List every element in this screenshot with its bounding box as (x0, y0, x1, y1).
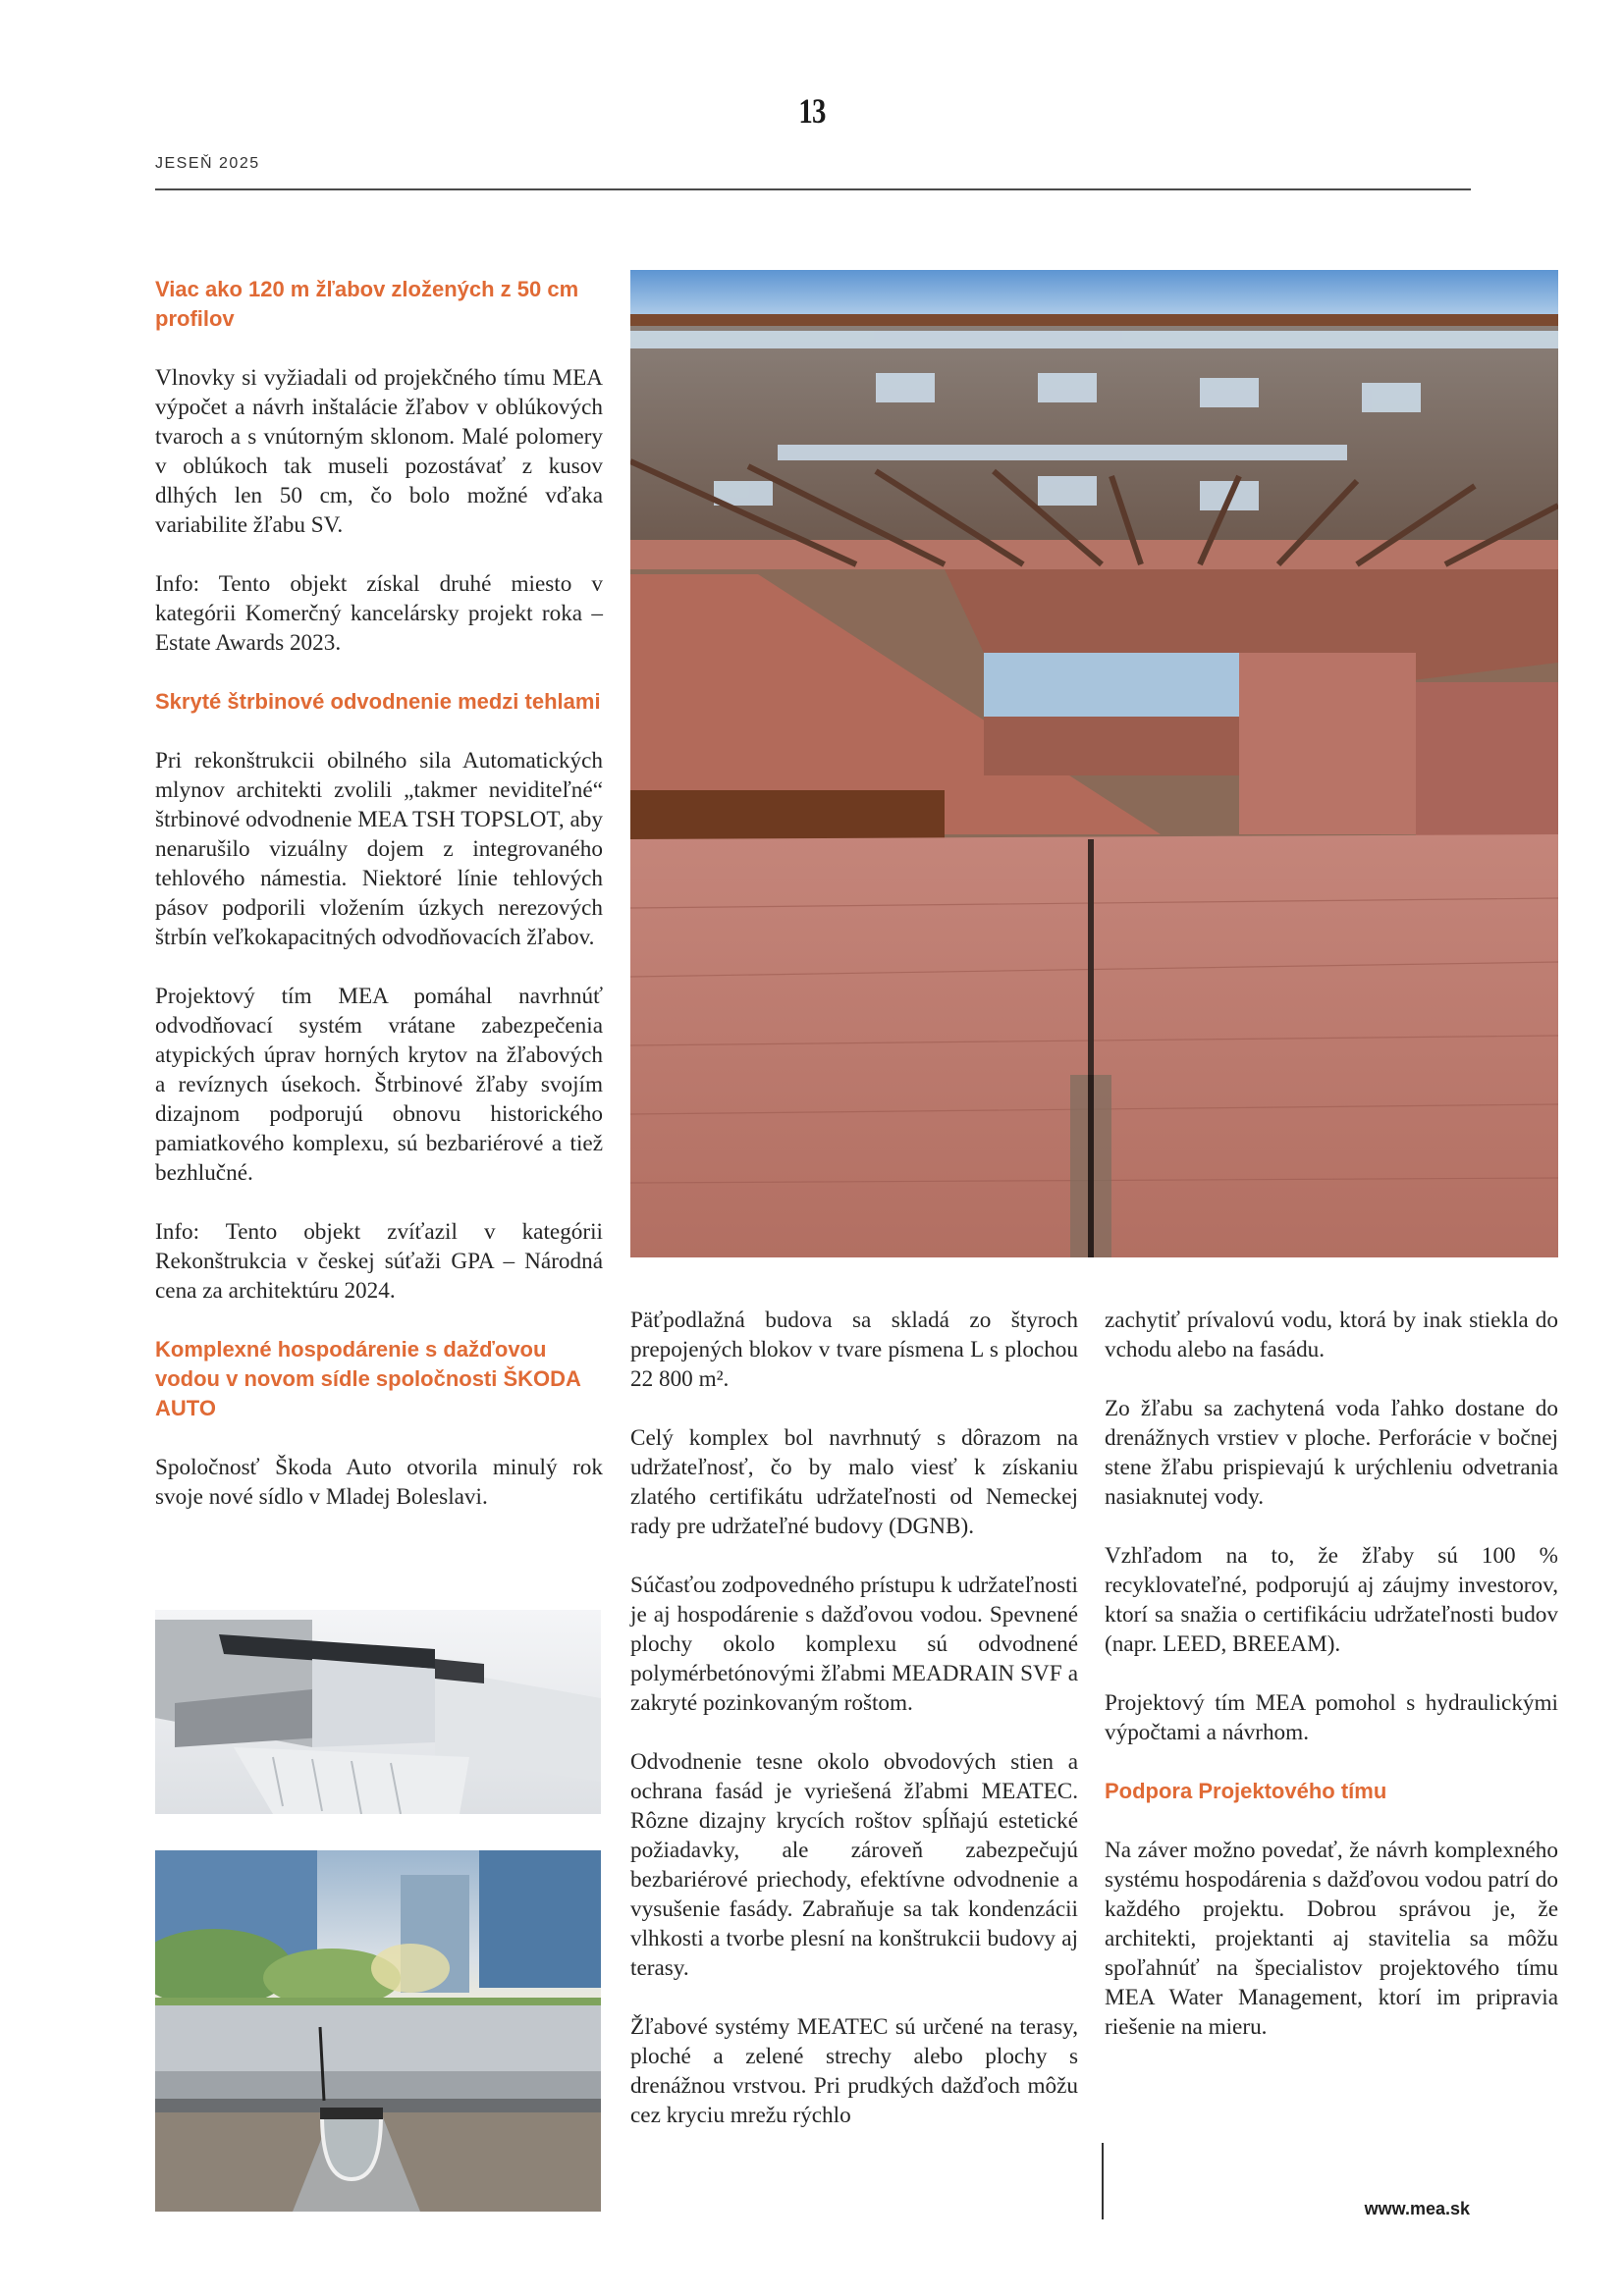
brick-plaza-illustration (630, 270, 1558, 1257)
section-heading-slot-drainage: Skryté štrbinové odvodnenie medzi tehlami (155, 689, 601, 714)
paragraph: Žľabové systémy MEATEC sú určené na terasy, ploché a zelené strechy alebo plochy s drenážnou vrstvou. Pri prudkých dažďoch môžu cez kryciu mrežu rýchlo (630, 2014, 1078, 2128)
drain-channel-illustration (155, 1610, 601, 1814)
right-column (1105, 1306, 1558, 2071)
info-paragraph: Info: Tento objekt zvíťazil v kategórii Rekonštrukcia v českej súťaži GPA – Národná cena za architektúru 2024. (155, 1219, 603, 1304)
issue-label: JESEŇ 2025 (155, 155, 260, 172)
paragraph: Vzhľadom na to, že žľaby sú 100 % recyklovateľné, podporujú aj záujmy investorov, ktorí sa snažia o certifikáciu udržateľnosti budov (napr. LEED, BREEAM). (1105, 1543, 1558, 1657)
section-heading-project-team: Podpora Projektového tímu (1105, 1779, 1387, 1803)
paragraph: Odvodnenie tesne okolo obvodových stien a ochrana fasád je vyriešená žľabmi MEATEC. Rôzne dizajny krycích roštov spĺňajú estetické požiadavky, ale zároveň zabezpečujú bezbariérové priechody, efektívne odvodnenie a vysušenie fasády. Zabraňuje sa tak kondenzácii vlhkosti a tvorbe plesní na konštrukcii budovy aj terasy. (630, 1749, 1078, 1981)
paragraph: Celý komplex bol navrhnutý s dôrazom na udržateľnosť, čo by malo viesť k získaniu zlatého certifikátu udržateľnosti od Nemeckej rady pre udržateľné budovy (DGNB). (630, 1425, 1078, 1539)
paragraph: Pri rekonštrukcii obilného sila Automatických mlynov architekti zvolili „takmer neviditeľné“ štrbinové odvodnenie MEA TSH TOPSLOT, aby nenarušilo vizuálny dojem z integrovaného tehlového námestia. Niektoré línie tehlových pásov podporili vložením úzkych nerezových štrbín veľkokapacitných odvodňovacích žľabov. (155, 748, 603, 950)
info-paragraph: Info: Tento objekt získal druhé miesto v kategórii Komerčný kancelársky projekt roka – Estate Awards 2023. (155, 571, 603, 656)
paragraph: zachytiť prívalovú vodu, ktorá by inak stiekla do vchodu alebo na fasádu. (1105, 1308, 1558, 1362)
paragraph: Zo žľabu sa zachytená voda ľahko dostane do drenážnych vrstiev v ploche. Perforácie v bočnej stene žľabu prispievajú k urýchleniu odvetrania nasiaknutej vody. (1105, 1396, 1558, 1510)
paragraph: Vlnovky si vyžiadali od projekčného tímu MEA výpočet a návrh inštalácie žľabov v oblúkových tvaroch a s vnútorným sklonom. Malé polomery v oblúkoch tak museli pozostávať z kusov dlhých len 50 cm, čo bolo možné vďaka variabilite žľabu SV. (155, 365, 603, 538)
paragraph: Projektový tím MEA pomáhal navrhnúť odvodňovací systém vrátane zabezpečenia atypických úprav horných krytov na žľabových a revíznych úsekoch. Štrbinové žľaby svojím dizajnom podporujú obnovu historického pamiatkového komplexu, sú bezbariérové a tiež bezhlučné. (155, 984, 603, 1186)
paragraph: Spoločnosť Škoda Auto otvorila minulý rok svoje nové sídlo v Mladej Boleslavi. (155, 1455, 603, 1510)
main-photo-brick-plaza (630, 270, 1558, 1257)
footer-divider (1102, 2143, 1104, 2219)
header-divider (155, 188, 1471, 190)
paragraph: Na záver možno povedať, že návrh komplexného systému hospodárenia s dažďovou vodou patrí do každého projektu. Dobrou správou je, že architekti, projektanti aj stavitelia sa môžu spoľahnúť na špecialistov projektového tímu MEA Water Management, ktorí im pripravia riešenie na mieru. (1105, 1838, 1558, 2040)
left-column (155, 275, 603, 1541)
paragraph: Projektový tím MEA pomohol s hydraulickými výpočtami a návrhom. (1105, 1690, 1558, 1745)
paragraph: Päťpodlažná budova sa skladá zo štyroch prepojených blokov v tvare písmena L s plochou 22 800 m². (630, 1308, 1078, 1392)
product-image-city-plaza (155, 1850, 601, 2212)
middle-column (630, 1306, 1078, 2130)
section-heading-skoda: Komplexné hospodárenie s dažďovou vodou v novom sídle spoločnosti ŠKODA AUTO (155, 1337, 581, 1420)
city-plaza-illustration (155, 1850, 601, 2212)
website-link[interactable]: www.mea.sk (1364, 2199, 1470, 2218)
section-heading-curved-channels: Viac ako 120 m žľabov zložených z 50 cm profilov (155, 277, 579, 331)
product-image-drain-grate (155, 1610, 601, 1814)
paragraph: Súčasťou zodpovedného prístupu k udržateľnosti je aj hospodárenie s dažďovou vodou. Spevnené plochy okolo komplexu sú odvodnené polymérbetónovými žľabmi MEADRAIN SVF a zakryté pozinkovaným roštom. (630, 1573, 1078, 1716)
page-number: 13 (798, 91, 826, 131)
